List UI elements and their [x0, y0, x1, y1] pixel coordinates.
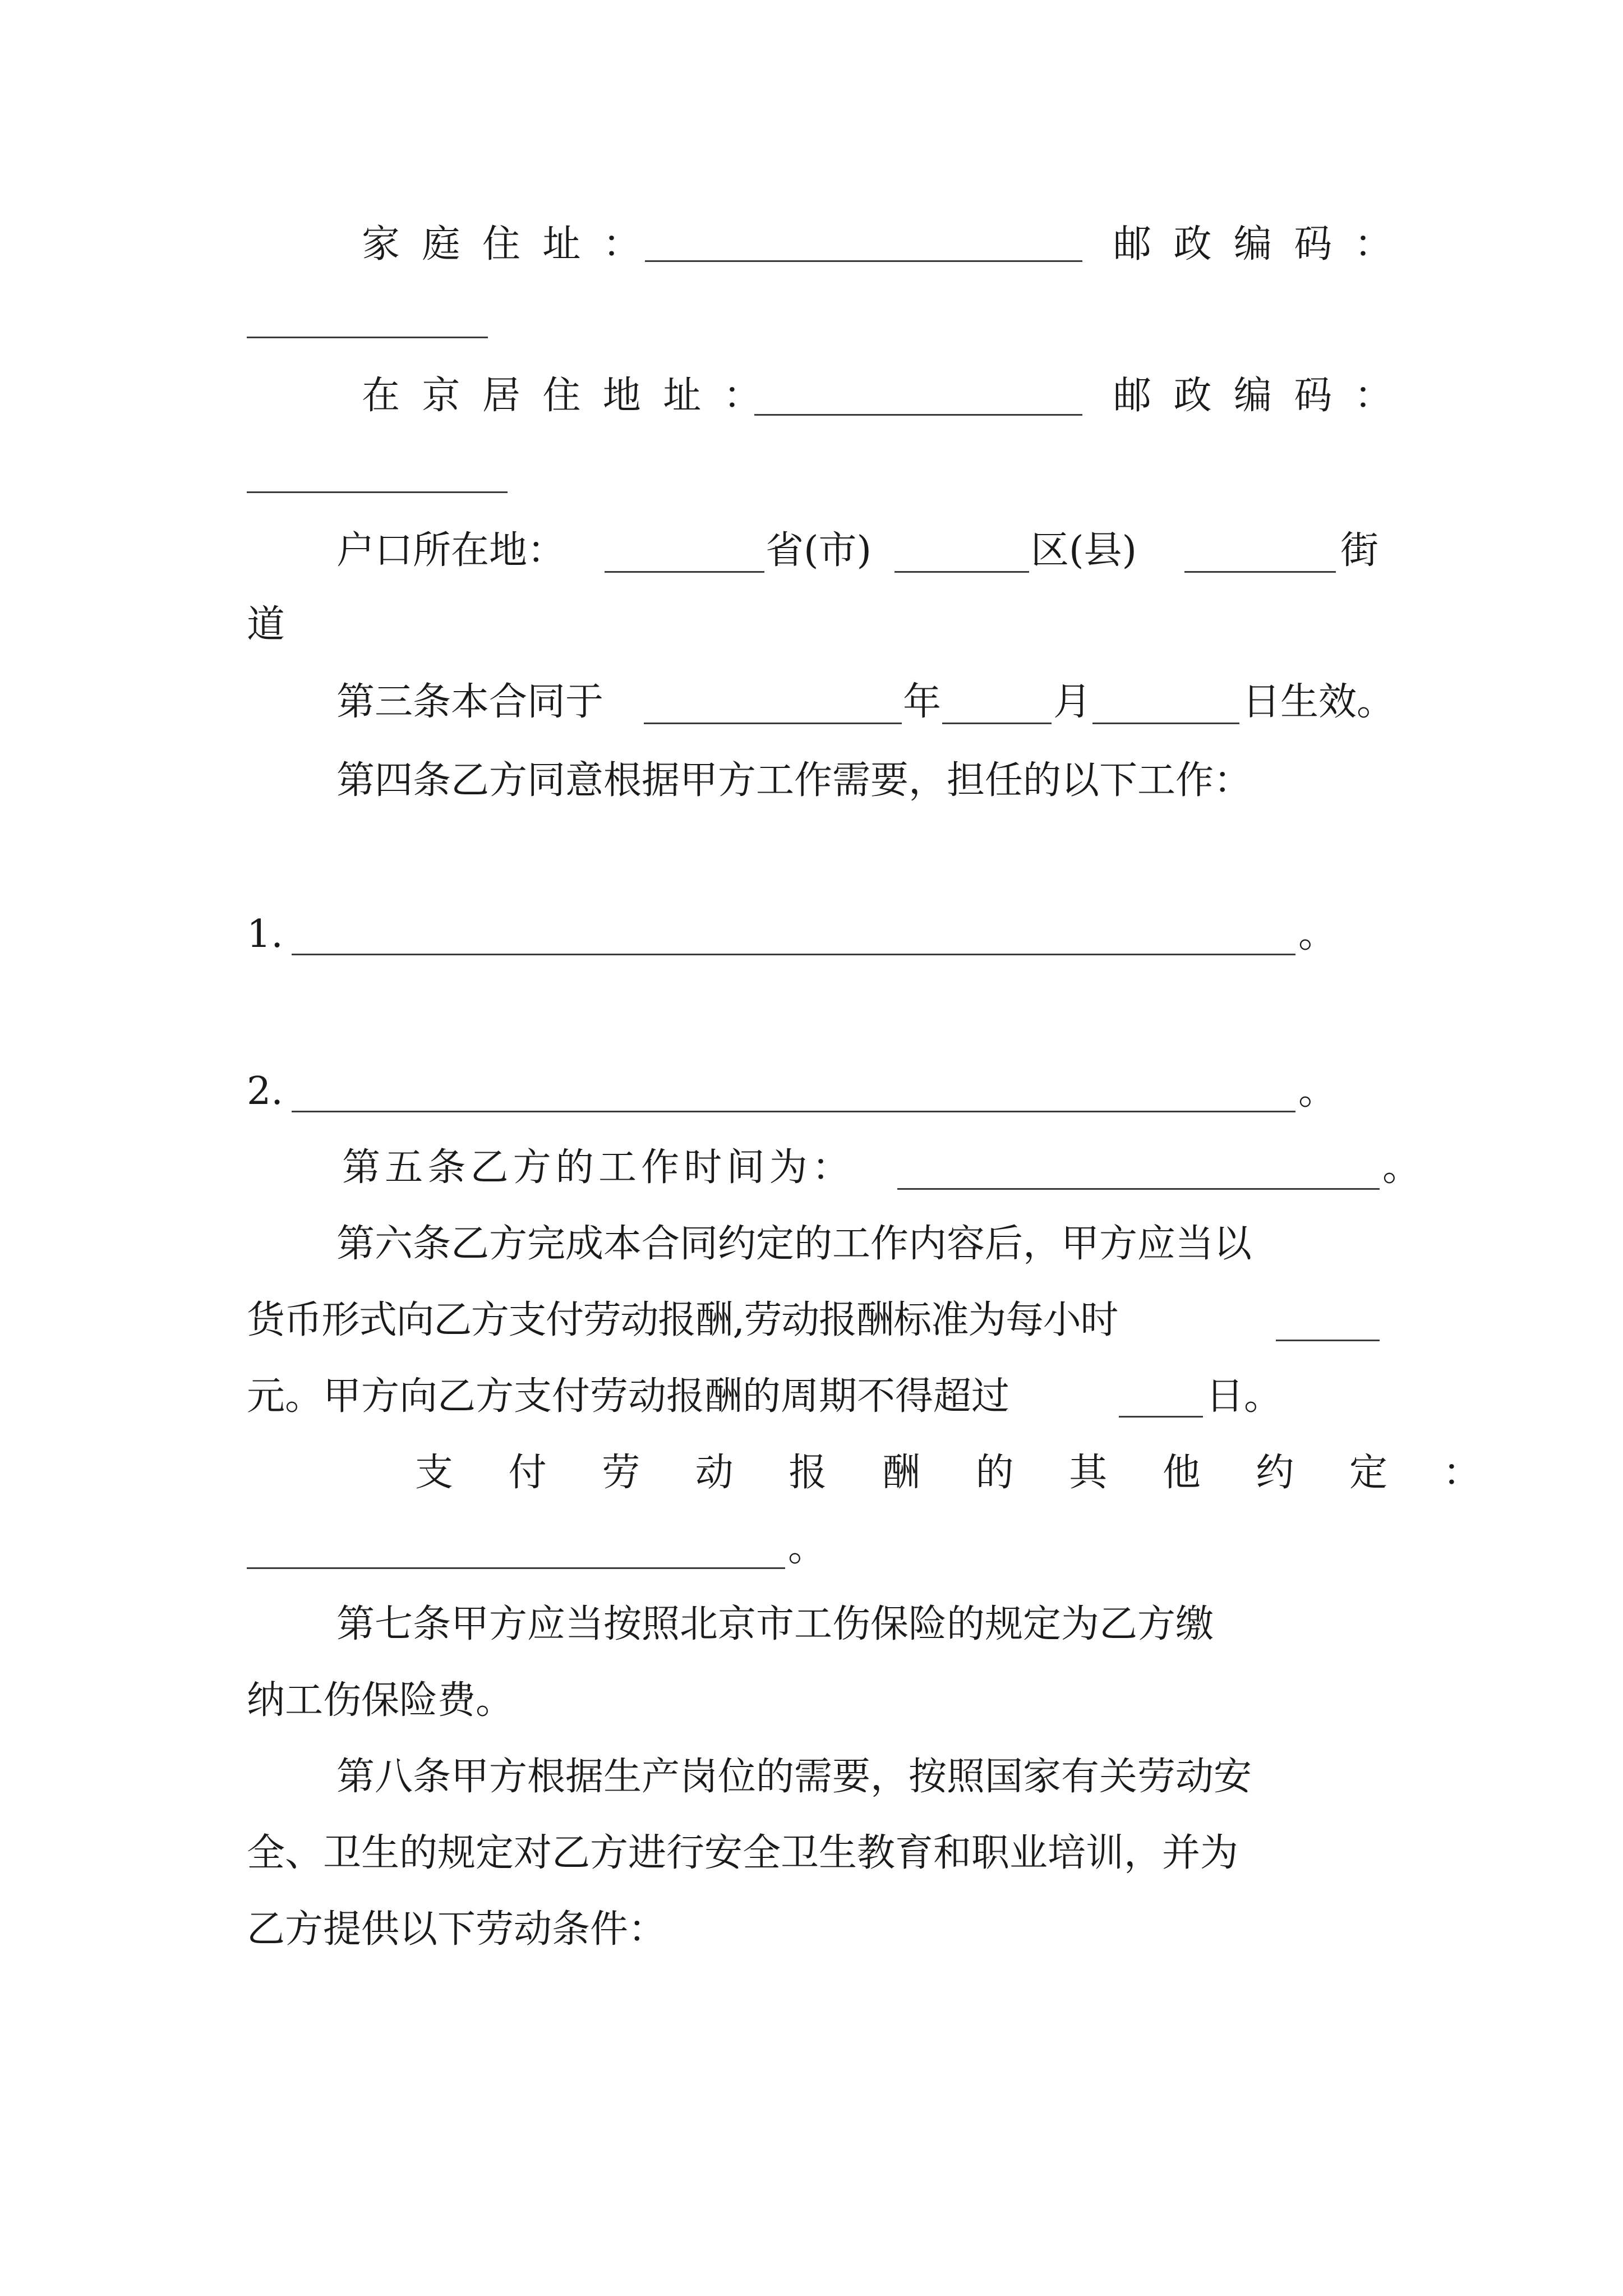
start-year-field[interactable] [644, 723, 902, 724]
article6-line3-suffix: 日。 [1206, 1374, 1283, 1419]
article4: 第四条乙方同意根据甲方工作需要，担任的以下工作： [336, 758, 1252, 803]
other-terms-label: 支付劳动报酬的其他约定： [415, 1451, 1537, 1495]
home-address-field[interactable] [645, 260, 1082, 262]
article5-end: 。 [1382, 1145, 1421, 1190]
item2-number: 2. [247, 1069, 283, 1114]
beijing-address-field[interactable] [754, 414, 1082, 416]
item1-end: 。 [1298, 912, 1337, 956]
article8-line2: 全、卫生的规定对乙方进行安全卫生教育和职业培训，并为 [247, 1831, 1239, 1875]
article5-prefix: 第五条乙方的工作时间为： [342, 1145, 855, 1190]
postal-code-label-2: 邮政编码： [1113, 374, 1415, 418]
other-terms-end: 。 [788, 1526, 827, 1570]
article8-line3: 乙方提供以下劳动条件： [247, 1907, 667, 1952]
province-label: 省(市) [766, 528, 872, 573]
year-label: 年 [903, 680, 942, 724]
month-label: 月 [1053, 680, 1092, 724]
start-month-field[interactable] [942, 723, 1052, 724]
article8-line1: 第八条甲方根据生产岗位的需要，按照国家有关劳动安 [336, 1755, 1252, 1799]
home-address-label: 家庭住址： [362, 222, 663, 266]
article6-line1: 第六条乙方完成本合同约定的工作内容后，甲方应当以 [336, 1222, 1252, 1266]
article3-suffix: 日生效。 [1242, 680, 1395, 724]
postal-code-label-1: 邮政编码： [1113, 222, 1415, 266]
district-label: 区(县) [1031, 528, 1137, 573]
item2-field[interactable] [292, 1111, 1295, 1112]
district-field[interactable] [895, 571, 1029, 573]
street-label-1: 街 [1340, 528, 1379, 573]
beijing-address-label: 在京居住地址： [362, 374, 784, 418]
hukou-label: 户口所在地： [336, 528, 566, 573]
province-field[interactable] [605, 571, 764, 573]
hourly-rate-field[interactable] [1276, 1340, 1380, 1341]
postal-code-field-1[interactable] [247, 337, 488, 338]
item2-end: 。 [1298, 1069, 1337, 1114]
street-label-2: 道 [247, 602, 285, 647]
other-terms-field[interactable] [247, 1567, 785, 1569]
item1-field[interactable] [292, 954, 1295, 955]
work-hours-field[interactable] [897, 1188, 1380, 1190]
item1-number: 1. [247, 912, 283, 956]
article3-prefix: 第三条本合同于 [336, 680, 604, 724]
postal-code-field-2[interactable] [247, 491, 508, 493]
article7-line2: 纳工伤保险费。 [247, 1678, 514, 1723]
start-day-field[interactable] [1092, 723, 1239, 724]
article6-line3-prefix: 元。甲方向乙方支付劳动报酬的周期不得超过 [247, 1374, 1010, 1419]
article6-line2: 货币形式向乙方支付劳动报酬,劳动报酬标准为每小时 [247, 1298, 1118, 1342]
article7-line1: 第七条甲方应当按照北京市工伤保险的规定为乙方缴 [336, 1602, 1214, 1646]
street-field[interactable] [1184, 571, 1336, 573]
pay-period-field[interactable] [1119, 1416, 1203, 1418]
